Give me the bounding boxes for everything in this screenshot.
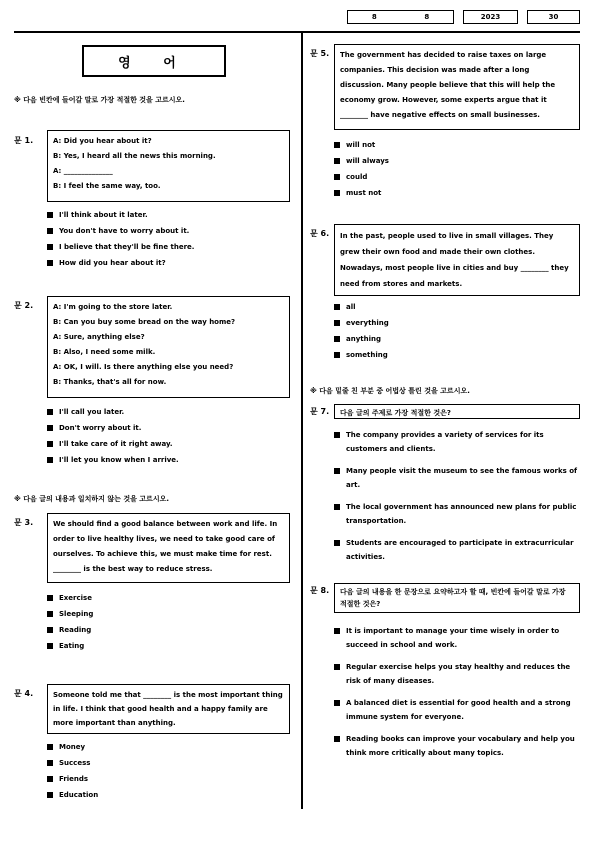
option-label: I'll take care of it right away. [59, 440, 173, 448]
option-label: Students are encouraged to participate in extracurricular activities. [346, 539, 574, 561]
question-1-options [47, 211, 292, 275]
question-6-passage: In the past, people used to live in small villages. They grew their own food and made their own clothes. Nowadays, most people live in cities and buy ________ they need from stores and markets. [334, 224, 580, 296]
dialogue-line: B: Also, I need some milk. [53, 348, 156, 356]
option-3[interactable] [47, 440, 292, 448]
question-number-3: 문 3. [14, 518, 34, 527]
option-1[interactable] [334, 428, 580, 456]
question-2-options [47, 408, 292, 472]
dialogue-line: A: Sure, anything else? [53, 333, 145, 341]
checkbox-icon [47, 595, 53, 601]
option-label: I'll call you later. [59, 408, 125, 416]
option-label: will not [346, 141, 376, 149]
option-2[interactable] [334, 319, 580, 327]
checkbox-icon [47, 409, 53, 415]
checkbox-icon [334, 158, 340, 164]
option-label: How did you hear about it? [59, 259, 166, 267]
question-5-options [334, 141, 580, 205]
option-label: Success [59, 759, 91, 767]
question-4-options [47, 743, 292, 807]
dialogue-line: B: Thanks, that's all for now. [53, 378, 167, 386]
question-number-7: 문 7. [310, 407, 330, 416]
option-label: I'll let you know when I arrive. [59, 456, 179, 464]
option-3[interactable] [47, 626, 292, 634]
option-label: It is important to manage your time wisely in order to succeed in school and work. [346, 627, 560, 649]
checkbox-icon [334, 336, 340, 342]
dialogue-line: A: OK, I will. Is there anything else you need? [53, 363, 234, 371]
checkbox-icon [334, 736, 340, 742]
checkbox-icon [334, 190, 340, 196]
option-2[interactable] [334, 157, 580, 165]
checkbox-icon [47, 457, 53, 463]
option-3[interactable] [334, 335, 580, 343]
header-rule [14, 31, 580, 33]
question-8-instruction: 다음 글의 내용을 한 문장으로 요약하고자 할 때, 빈칸에 들어갈 말로 가장 적절한 것은? [334, 583, 580, 613]
option-1[interactable] [334, 303, 580, 311]
option-2[interactable] [47, 424, 292, 432]
question-7-options [334, 428, 580, 572]
dialogue-line: B: Can you buy some bread on the way home? [53, 318, 236, 326]
option-label: Many people visit the museum to see the famous works of art. [346, 467, 578, 489]
header-box-1-right: 8 [424, 13, 430, 21]
question-3-passage: We should find a good balance between work and life. In order to live healthy lives, we need to take good care of ourselves. To achieve this, we must make time for rest. ________ is the best way to reduce stress. [47, 513, 290, 583]
question-3-options [47, 594, 292, 658]
checkbox-icon [47, 627, 53, 633]
question-1-dialogue [47, 130, 290, 202]
section-heading-1: ※ 다음 빈칸에 들어갈 말로 가장 적절한 것을 고르시오. [14, 96, 185, 104]
option-label: The local government has announced new plans for public transportation. [346, 503, 577, 525]
checkbox-icon [47, 776, 53, 782]
option-2[interactable] [47, 759, 292, 767]
checkbox-icon [334, 320, 340, 326]
option-label: A balanced diet is essential for good health and a strong immune system for everyone. [346, 699, 571, 721]
header-box-3: 30 [527, 10, 580, 24]
option-4[interactable] [47, 642, 292, 650]
checkbox-icon [47, 744, 53, 750]
option-label: I believe that they'll be fine there. [59, 243, 195, 251]
dialogue-line: A: I'm going to the store later. [53, 303, 173, 311]
option-1[interactable] [47, 594, 292, 602]
option-4[interactable] [47, 456, 292, 464]
option-3[interactable] [47, 243, 292, 251]
option-label: anything [346, 335, 381, 343]
option-4[interactable] [47, 791, 292, 799]
option-label: everything [346, 319, 389, 327]
option-label: I'll think about it later. [59, 211, 148, 219]
option-3[interactable] [47, 775, 292, 783]
option-label: all [346, 303, 356, 311]
question-7-instruction: 다음 글의 주제로 가장 적절한 것은? [334, 404, 580, 419]
option-2[interactable] [334, 660, 580, 688]
option-1[interactable] [47, 408, 292, 416]
checkbox-icon [334, 174, 340, 180]
option-3[interactable] [334, 173, 580, 181]
option-1[interactable] [47, 743, 292, 751]
column-divider [301, 33, 303, 809]
dialogue-line: B: Yes, I heard all the news this morning. [53, 152, 216, 160]
option-3[interactable] [334, 500, 580, 528]
checkbox-icon [334, 304, 340, 310]
checkbox-icon [47, 260, 53, 266]
header-box-1 [347, 10, 454, 24]
checkbox-icon [47, 244, 53, 250]
option-label: You don't have to worry about it. [59, 227, 190, 235]
option-label: something [346, 351, 388, 359]
checkbox-icon [47, 441, 53, 447]
option-1[interactable] [47, 211, 292, 219]
checkbox-icon [334, 432, 340, 438]
option-1[interactable] [334, 141, 580, 149]
checkbox-icon [334, 142, 340, 148]
option-label: The company provides a variety of services for its customers and clients. [346, 431, 544, 453]
option-label: Reading books can improve your vocabulary and help you think more critically about many topics. [346, 735, 575, 757]
checkbox-icon [334, 700, 340, 706]
option-label: Reading [59, 626, 92, 634]
checkbox-icon [334, 352, 340, 358]
option-4[interactable] [334, 351, 580, 359]
section-heading-2: ※ 다음 글의 내용과 일치하지 않는 것을 고르시오. [14, 495, 170, 503]
header-box-1-left: 8 [371, 13, 377, 21]
option-4[interactable] [334, 536, 580, 564]
option-label: could [346, 173, 368, 181]
option-label: Sleeping [59, 610, 94, 618]
checkbox-icon [47, 760, 53, 766]
question-number-8: 문 8. [310, 586, 330, 595]
checkbox-icon [334, 540, 340, 546]
option-label: will always [346, 157, 389, 165]
option-1[interactable] [334, 624, 580, 652]
checkbox-icon [47, 611, 53, 617]
checkbox-icon [334, 468, 340, 474]
section-heading-3: ※ 다음 밑줄 친 부분 중 어법상 틀린 것을 고르시오. [310, 387, 470, 395]
option-3[interactable] [334, 696, 580, 724]
option-2[interactable] [47, 610, 292, 618]
option-2[interactable] [47, 227, 292, 235]
page-title: 영 어 [82, 45, 226, 77]
option-label: must not [346, 189, 382, 197]
question-6-options [334, 303, 580, 367]
question-number-2: 문 2. [14, 301, 34, 310]
option-label: Education [59, 791, 99, 799]
header-box-2: 2023 [463, 10, 518, 24]
checkbox-icon [47, 792, 53, 798]
option-label: Eating [59, 642, 85, 650]
question-2-dialogue [47, 296, 290, 398]
option-label: Friends [59, 775, 89, 783]
dialogue-line: A: Did you hear about it? [53, 137, 152, 145]
question-4-passage: Someone told me that ________ is the most important thing in life. I think that good health and a happy family are more important than anything. [47, 684, 290, 734]
question-number-6: 문 6. [310, 229, 330, 238]
dialogue-line: A: ______________ [53, 167, 113, 175]
checkbox-icon [47, 228, 53, 234]
option-label: Exercise [59, 594, 92, 602]
dialogue-line: B: I feel the same way, too. [53, 182, 161, 190]
checkbox-icon [334, 664, 340, 670]
option-label: Money [59, 743, 86, 751]
question-number-1: 문 1. [14, 136, 34, 145]
checkbox-icon [47, 212, 53, 218]
option-label: Don't worry about it. [59, 424, 142, 432]
question-5-passage: The government has decided to raise taxes on large companies. This decision was made after a long discussion. Many people believe that this will help the economy grow. However, some experts argue that it ________ have negative effects on small businesses. [334, 44, 580, 130]
option-4[interactable] [334, 732, 580, 760]
question-number-5: 문 5. [310, 49, 330, 58]
option-2[interactable] [334, 464, 580, 492]
question-8-options [334, 624, 580, 768]
option-4[interactable] [47, 259, 292, 267]
question-number-4: 문 4. [14, 689, 34, 698]
checkbox-icon [334, 504, 340, 510]
checkbox-icon [47, 643, 53, 649]
option-4[interactable] [334, 189, 580, 197]
checkbox-icon [47, 425, 53, 431]
checkbox-icon [334, 628, 340, 634]
option-label: Regular exercise helps you stay healthy and reduces the risk of many diseases. [346, 663, 571, 685]
